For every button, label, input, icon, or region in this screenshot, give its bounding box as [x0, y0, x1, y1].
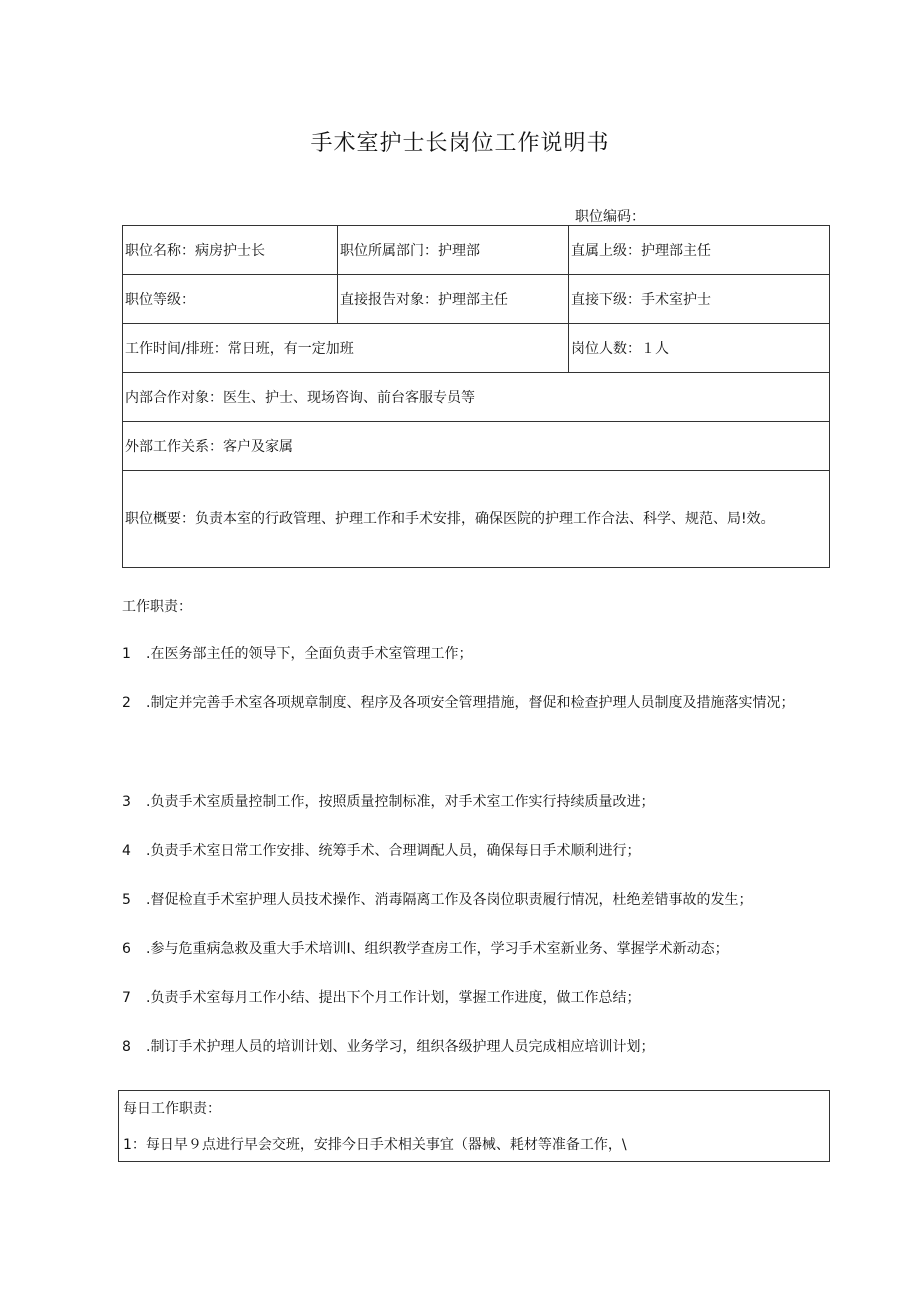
list-item — [122, 925, 822, 973]
item-number: 4 — [122, 843, 131, 859]
table-row — [123, 324, 830, 373]
item-text: .督促检直手术室护理人员技术操作、消毒隔离工作及各岗位职责履行情况，杜绝差错事故的发生； — [146, 892, 753, 908]
table-row — [123, 226, 830, 275]
item-number: 7 — [122, 990, 131, 1006]
list-item — [122, 630, 822, 678]
item-number: 8 — [122, 1039, 131, 1055]
list-item — [122, 679, 822, 727]
item-text: .负责手术室日常工作安排、统筹手术、合理调配人员，确保每日手术顺利进行； — [146, 843, 641, 859]
position-level-cell: 职位等级： — [123, 275, 338, 324]
daily-duty-line: 1：每日早９点进行早会交班，安排今日手术相关事宜（器械、耗材等准备工作，\ — [123, 1137, 627, 1153]
item-text: .负责手术室质量控制工作，按照质量控制标准，对手术室工作实行持续质量改进； — [146, 794, 655, 810]
direct-superior-cell: 直属上级：护理部主任 — [569, 226, 830, 275]
item-text: .制定并完善手术室各项规章制度、程序及各项安全管理措施，督促和检查护理人员制度及措施落实情况； — [146, 695, 795, 711]
external-relations-cell: 外部工作关系：客户及家属 — [123, 422, 830, 471]
daily-duties-title: 每日工作职责： — [123, 1101, 221, 1117]
headcount-cell: 岗位人数：１人 — [569, 324, 830, 373]
item-text: .在医务部主任的领导下，全面负责手术室管理工作； — [146, 646, 473, 662]
item-number: 5 — [122, 892, 131, 908]
position-name-cell: 职位名称：病房护士长 — [123, 226, 338, 275]
table-row — [123, 422, 830, 471]
list-item — [122, 778, 822, 826]
item-number: 6 — [122, 941, 131, 957]
job-info-table — [122, 225, 830, 568]
list-item — [122, 876, 822, 924]
responsibilities-title: 工作职责： — [122, 599, 192, 615]
table-row — [123, 373, 830, 422]
item-text: .制订手术护理人员的培训计划、业务学习，组织各级护理人员完成相应培训计划； — [146, 1039, 655, 1055]
work-schedule-cell: 工作时间/排班：常日班，有一定加班 — [123, 324, 569, 373]
item-number: 3 — [122, 794, 131, 810]
item-text: .参与危重病急救及重大手术培训I、组织教学查房工作，学习手术室新业务、掌握学术新动态； — [146, 941, 729, 957]
item-number: 2 — [122, 695, 131, 711]
list-item — [122, 827, 822, 875]
daily-duties-box — [118, 1090, 830, 1162]
list-item — [122, 974, 822, 1022]
subordinate-cell: 直接下级：手术室护士 — [569, 275, 830, 324]
item-text: .负责手术室每月工作小结、提出下个月工作计划，掌握工作进度，做工作总结； — [146, 990, 641, 1006]
position-code-label: 职位编码： — [575, 209, 645, 225]
list-item — [122, 1023, 822, 1071]
page-title: 手术室护士长岗位工作说明书 — [310, 131, 610, 156]
department-cell: 职位所属部门：护理部 — [338, 226, 569, 275]
internal-partners-cell: 内部合作对象：医生、护士、现场咨询、前台客服专员等 — [123, 373, 830, 422]
table-row — [123, 471, 830, 568]
position-summary-cell: 职位概要：负责本室的行政管理、护理工作和手术安排，确保医院的护理工作合法、科学、规范、局!效。 — [123, 471, 830, 568]
report-to-cell: 直接报告对象：护理部主任 — [338, 275, 569, 324]
item-number: 1 — [122, 646, 131, 662]
table-row — [123, 275, 830, 324]
